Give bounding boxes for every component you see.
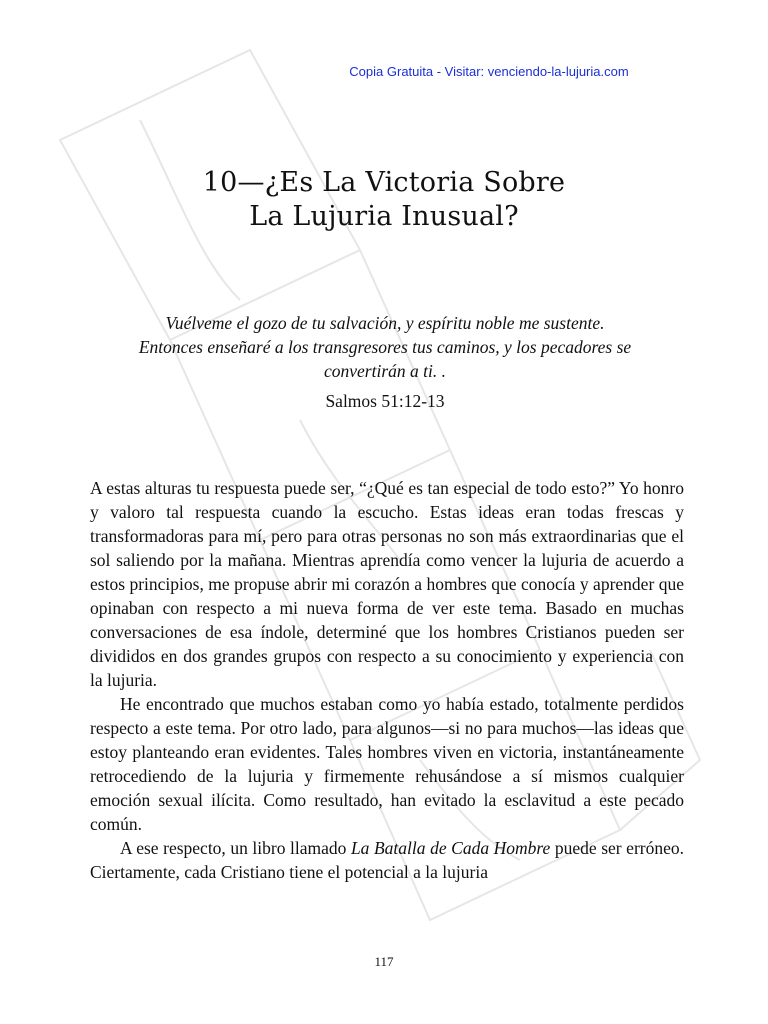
page-number: 117: [374, 954, 394, 969]
chapter-title-line-2: La Lujuria Inusual?: [249, 201, 519, 232]
paragraph-2: He encontrado que muchos estaban como yo había estado, totalmente perdidos respecto a este tema. Por otro lado, para algunos—si no para muchos—las ideas que estoy planteando eran evidentes. Tales hombres viven en victoria, instantáneamente retrocediendo de la lujuria y firmemente rehusándose a sí mismos cualquier emoción sexual ilícita. Como resultado, han evitado la esclavitud a este pecado común.: [90, 694, 684, 834]
epigraph-reference: Salmos 51:12-13: [325, 391, 445, 411]
chapter-title: [0, 166, 768, 234]
body-text: [90, 476, 684, 884]
chapter-title-line-1: 10—¿Es La Victoria Sobre: [202, 167, 566, 198]
paragraph-3: [90, 836, 684, 884]
website-link[interactable]: Copia Gratuita - Visitar: venciendo-la-lujuria.com: [349, 64, 629, 79]
epigraph-verse-1: Vuélveme el gozo de tu salvación, y espíritu noble me sustente.: [165, 313, 605, 333]
book-title: La Batalla de Cada Hombre: [350, 838, 551, 858]
epigraph: [130, 311, 640, 413]
epigraph-verse-2: Entonces enseñaré a los transgresores tus caminos, y los pecadores se convertirán a ti. .: [138, 337, 632, 381]
paragraph-3-start: A ese respecto, un libro llamado: [120, 838, 351, 858]
paragraph-3-end: puede ser erróneo. Ciertamente, cada Cristiano tiene el potencial a la lujuria: [90, 838, 684, 882]
paragraph-1: A estas alturas tu respuesta puede ser, “¿Qué es tan especial de todo esto?” Yo honro y valoro tal respuesta cuando la escucho. Estas ideas eran todas frescas y transformadoras para mí, pero para otras personas no son más extraordinarias que el sol saliendo por la mañana. Mientras aprendía como vencer la lujuria de acuerdo a estos principios, me propuse abrir mi corazón a hombres que conocía y aprender que opinaban con respecto a mi nueva forma de ver este tema. Basado en muchas conversaciones de esa índole, determiné que los hombres Cristianos pueden ser divididos en dos grandes grupos con respecto a su conocimiento y experiencia con la lujuria.: [90, 478, 684, 690]
